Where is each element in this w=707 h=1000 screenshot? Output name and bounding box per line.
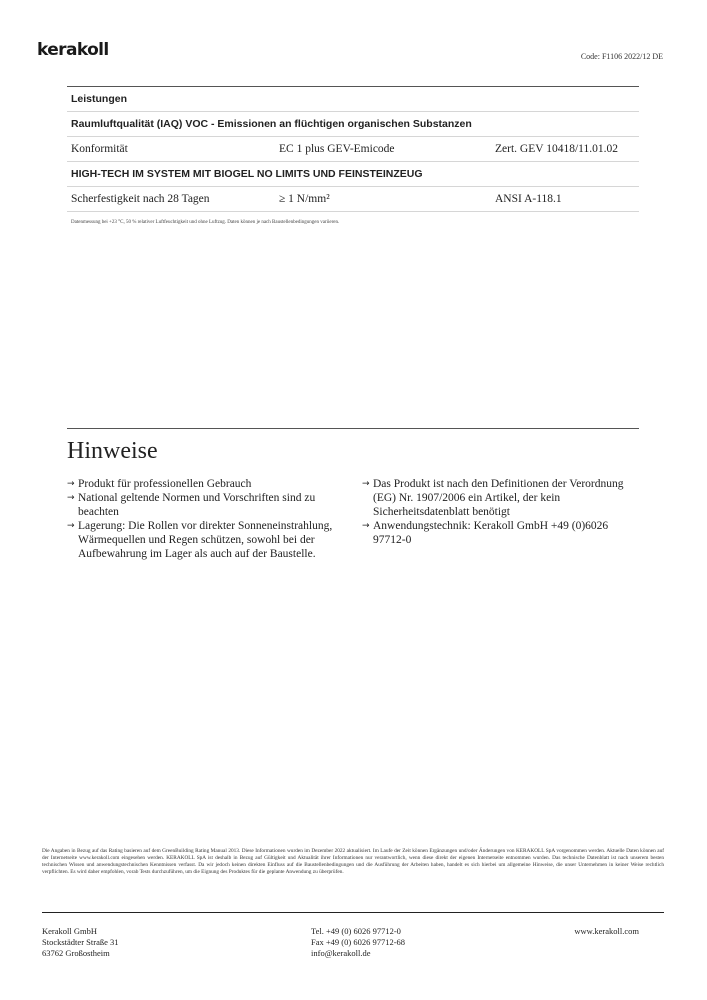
table-row xyxy=(67,162,639,187)
shear-value: ≥ 1 N/mm² xyxy=(275,187,491,212)
list-item xyxy=(67,519,352,561)
fax: Fax +49 (0) 6026 97712-68 xyxy=(311,937,406,947)
conformity-reference: Zert. GEV 10418/11.01.02 xyxy=(491,137,639,162)
iaq-title: Raumluftqualität (IAQ) VOC - Emissionen an flüchtigen organischen Substanzen xyxy=(67,112,639,137)
list-item xyxy=(362,519,639,547)
list-item xyxy=(67,491,352,519)
table-row xyxy=(67,112,639,137)
conformity-value: EC 1 plus GEV-Emicode xyxy=(275,137,491,162)
street: Stockstädter Straße 31 xyxy=(42,937,119,947)
note-text: Das Produkt ist nach den Definitionen der Verordnung (EG) Nr. 1907/2006 ein Artikel, der kein Sicherheitsdatenblatt benötigt xyxy=(373,478,624,518)
city: 63762 Großostheim xyxy=(42,948,110,958)
table-row xyxy=(67,87,639,112)
divider xyxy=(67,428,639,429)
list-item xyxy=(362,477,639,519)
arrow-right-icon: → xyxy=(67,493,75,503)
performance-table xyxy=(67,86,639,212)
website-link[interactable]: www.kerakoll.com xyxy=(574,926,639,936)
note-text: National geltende Normen und Vorschriften sind zu beachten xyxy=(78,492,316,518)
system-title: HIGH-TECH IM SYSTEM MIT BIOGEL NO LIMITS UND FEINSTEINZEUG xyxy=(67,162,639,187)
notes-list-right xyxy=(362,477,639,547)
shear-reference: ANSI A-118.1 xyxy=(491,187,639,212)
conformity-label: Konformität xyxy=(67,137,275,162)
note-text: Lagerung: Die Rollen vor direkter Sonneneinstrahlung, Wärmequellen und Regen schützen, sowohl bei der Aufbewahrung im Lager als auch auf der Baustelle. xyxy=(78,520,333,560)
note-text: Anwendungstechnik: Kerakoll GmbH +49 (0)6026 97712-0 xyxy=(373,520,609,546)
footer-divider xyxy=(42,912,664,913)
phone: Tel. +49 (0) 6026 97712-0 xyxy=(311,926,401,936)
company-name: Kerakoll GmbH xyxy=(42,926,98,936)
arrow-right-icon: → xyxy=(67,521,75,531)
note-text: Produkt für professionellen Gebrauch xyxy=(78,478,252,490)
footer-contact xyxy=(311,926,405,959)
list-item xyxy=(67,477,352,491)
footer-address xyxy=(42,926,118,959)
document-code: Code: F1106 2022/12 DE xyxy=(580,52,663,61)
email-link[interactable]: info@kerakoll.de xyxy=(311,948,371,958)
arrow-right-icon: → xyxy=(67,479,75,489)
notes-list-left xyxy=(67,477,352,561)
table-row xyxy=(67,187,639,212)
measurement-footnote: Datenmessung bei +23 °C, 50 % relativer Luftfeuchtigkeit und ohne Luftzug. Daten können je nach Baustellenbedingungen variieren. xyxy=(71,220,340,225)
legal-disclaimer: Die Angaben in Bezug auf das Rating basieren auf dem GreenBuilding Rating Manual 2013. Diese Informationen wurden im Dezember 2022 aktualisiert. Im Laufe der Zeit können Ergänzungen und/oder Änderungen von KERAKOLL SpA vorgenommen werden. Aktuelle Daten können auf der Internetseite www.kerakoll.com eingesehen werden. KERAKOLL SpA ist deshalb in Bezug auf Gültigkeit und Aktualität ihrer Informationen nur verantwortlich, wenn diese direkt der eigenen Internetseite entnommen wurden. Das technische Datenblatt ist nach unserem besten technischen Wissen und anwendungstechnischen Kenntnissen verfasst. Da wir jedoch keinen direkten Einfluss auf die Baustellenbedingungen und die Ausführung der Arbeiten haben, handelt es sich hierbei um allgemeine Hinweise, die unser Unternehmen in keiner Weise rechtlich verpflichten. Es wird daher empfohlen, vorab Tests durchzuführen, um die Eignung des Produktes für die geplante Anwendung zu überprüfen. xyxy=(42,848,664,875)
footer-website xyxy=(574,926,639,937)
kerakoll-logo: kerakoll xyxy=(37,40,109,60)
shear-label: Scherfestigkeit nach 28 Tagen xyxy=(67,187,275,212)
arrow-right-icon: → xyxy=(362,521,370,531)
notes-title: Hinweise xyxy=(67,438,158,464)
table-row xyxy=(67,137,639,162)
arrow-right-icon: → xyxy=(362,479,370,489)
performance-section-title: Leistungen xyxy=(67,87,639,112)
